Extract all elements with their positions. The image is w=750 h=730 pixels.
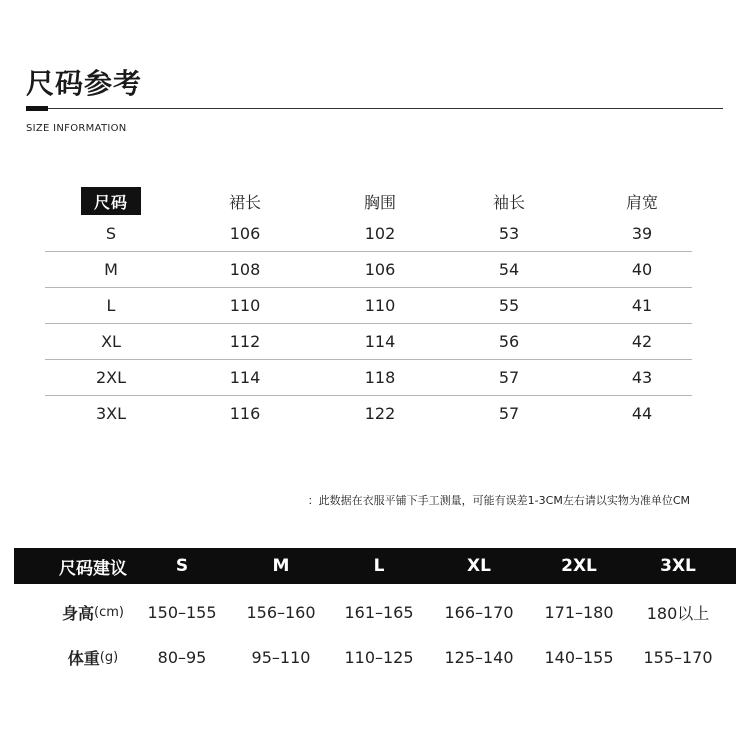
table-cell: M: [104, 260, 118, 279]
table-cell: 106: [364, 260, 396, 279]
table-cell: 180以上: [646, 604, 710, 623]
size-recommendation-table: [14, 548, 736, 680]
table-cell: 57: [498, 368, 520, 387]
weight-label: [68, 635, 118, 680]
table-row: [45, 396, 692, 431]
table-cell: L: [106, 296, 116, 315]
column-header-shoulder: 肩宽: [625, 192, 659, 212]
table-cell: 42: [631, 332, 653, 351]
table-cell: 43: [631, 368, 653, 387]
table-cell: 161–165: [344, 603, 414, 622]
table-cell: S: [105, 224, 117, 243]
table-row: [45, 288, 692, 324]
table-cell: 150–155: [147, 603, 217, 622]
recommendation-header-size: M: [272, 556, 290, 576]
column-header-sleeve: 袖长: [492, 192, 526, 212]
weight-row: [14, 635, 736, 680]
table-cell: 55: [498, 296, 520, 315]
recommendation-header-size: XL: [467, 556, 491, 576]
table-cell: 118: [364, 368, 396, 387]
page-title: 尺码参考: [26, 67, 143, 100]
recommendation-header-size: L: [373, 556, 385, 576]
title-rule: [26, 108, 723, 109]
table-cell: 106: [229, 224, 261, 243]
table-cell: 166–170: [444, 603, 514, 622]
table-cell: 56: [498, 332, 520, 351]
recommendation-header-size: 2XL: [561, 556, 597, 576]
recommendation-header-label: 尺码建议: [59, 558, 127, 579]
table-cell: 40: [631, 260, 653, 279]
table-cell: 41: [631, 296, 653, 315]
table-cell: 102: [364, 224, 396, 243]
height-unit: (cm): [94, 605, 124, 620]
size-table-header: [45, 186, 692, 216]
recommendation-header: [14, 548, 736, 584]
page-subtitle: SIZE INFORMATION: [26, 123, 127, 134]
table-cell: 3XL: [95, 404, 127, 423]
table-cell: 110: [229, 296, 261, 315]
recommendation-header-size: S: [175, 556, 189, 576]
table-cell: 155–170: [643, 648, 713, 667]
measurement-note: ：此数据在衣服平铺下手工测量，可能有误差1-3CM左右请以实物为准单位CM: [307, 494, 690, 507]
table-cell: 114: [229, 368, 261, 387]
table-cell: 114: [364, 332, 396, 351]
table-cell: 110–125: [344, 648, 414, 667]
table-row: [45, 216, 692, 252]
table-cell: 140–155: [544, 648, 614, 667]
title-accent: [26, 106, 48, 111]
table-cell: 80–95: [157, 648, 207, 667]
table-cell: 171–180: [544, 603, 614, 622]
height-label: [62, 590, 124, 635]
table-cell: 2XL: [95, 368, 127, 387]
recommendation-header-size: 3XL: [660, 556, 696, 576]
table-cell: 156–160: [246, 603, 316, 622]
table-cell: 54: [498, 260, 520, 279]
weight-unit: (g): [99, 650, 119, 665]
table-cell: 110: [364, 296, 396, 315]
column-header-size: 尺码: [81, 187, 141, 215]
table-cell: 44: [631, 404, 653, 423]
table-cell: 125–140: [444, 648, 514, 667]
height-label-text: 身高: [62, 604, 95, 623]
column-header-skirt-length: 裙长: [228, 192, 262, 212]
table-cell: 122: [364, 404, 396, 423]
table-cell: 112: [229, 332, 261, 351]
table-cell: 57: [498, 404, 520, 423]
table-cell: 108: [229, 260, 261, 279]
table-cell: XL: [101, 332, 121, 351]
table-row: [45, 360, 692, 396]
weight-label-text: 体重: [67, 649, 100, 668]
table-cell: 39: [631, 224, 653, 243]
column-header-bust: 胸围: [363, 192, 397, 212]
size-table: [45, 186, 692, 431]
table-row: [45, 324, 692, 360]
table-cell: 53: [498, 224, 520, 243]
table-row: [45, 252, 692, 288]
table-cell: 116: [229, 404, 261, 423]
table-cell: 95–110: [251, 648, 311, 667]
height-row: [14, 590, 736, 635]
